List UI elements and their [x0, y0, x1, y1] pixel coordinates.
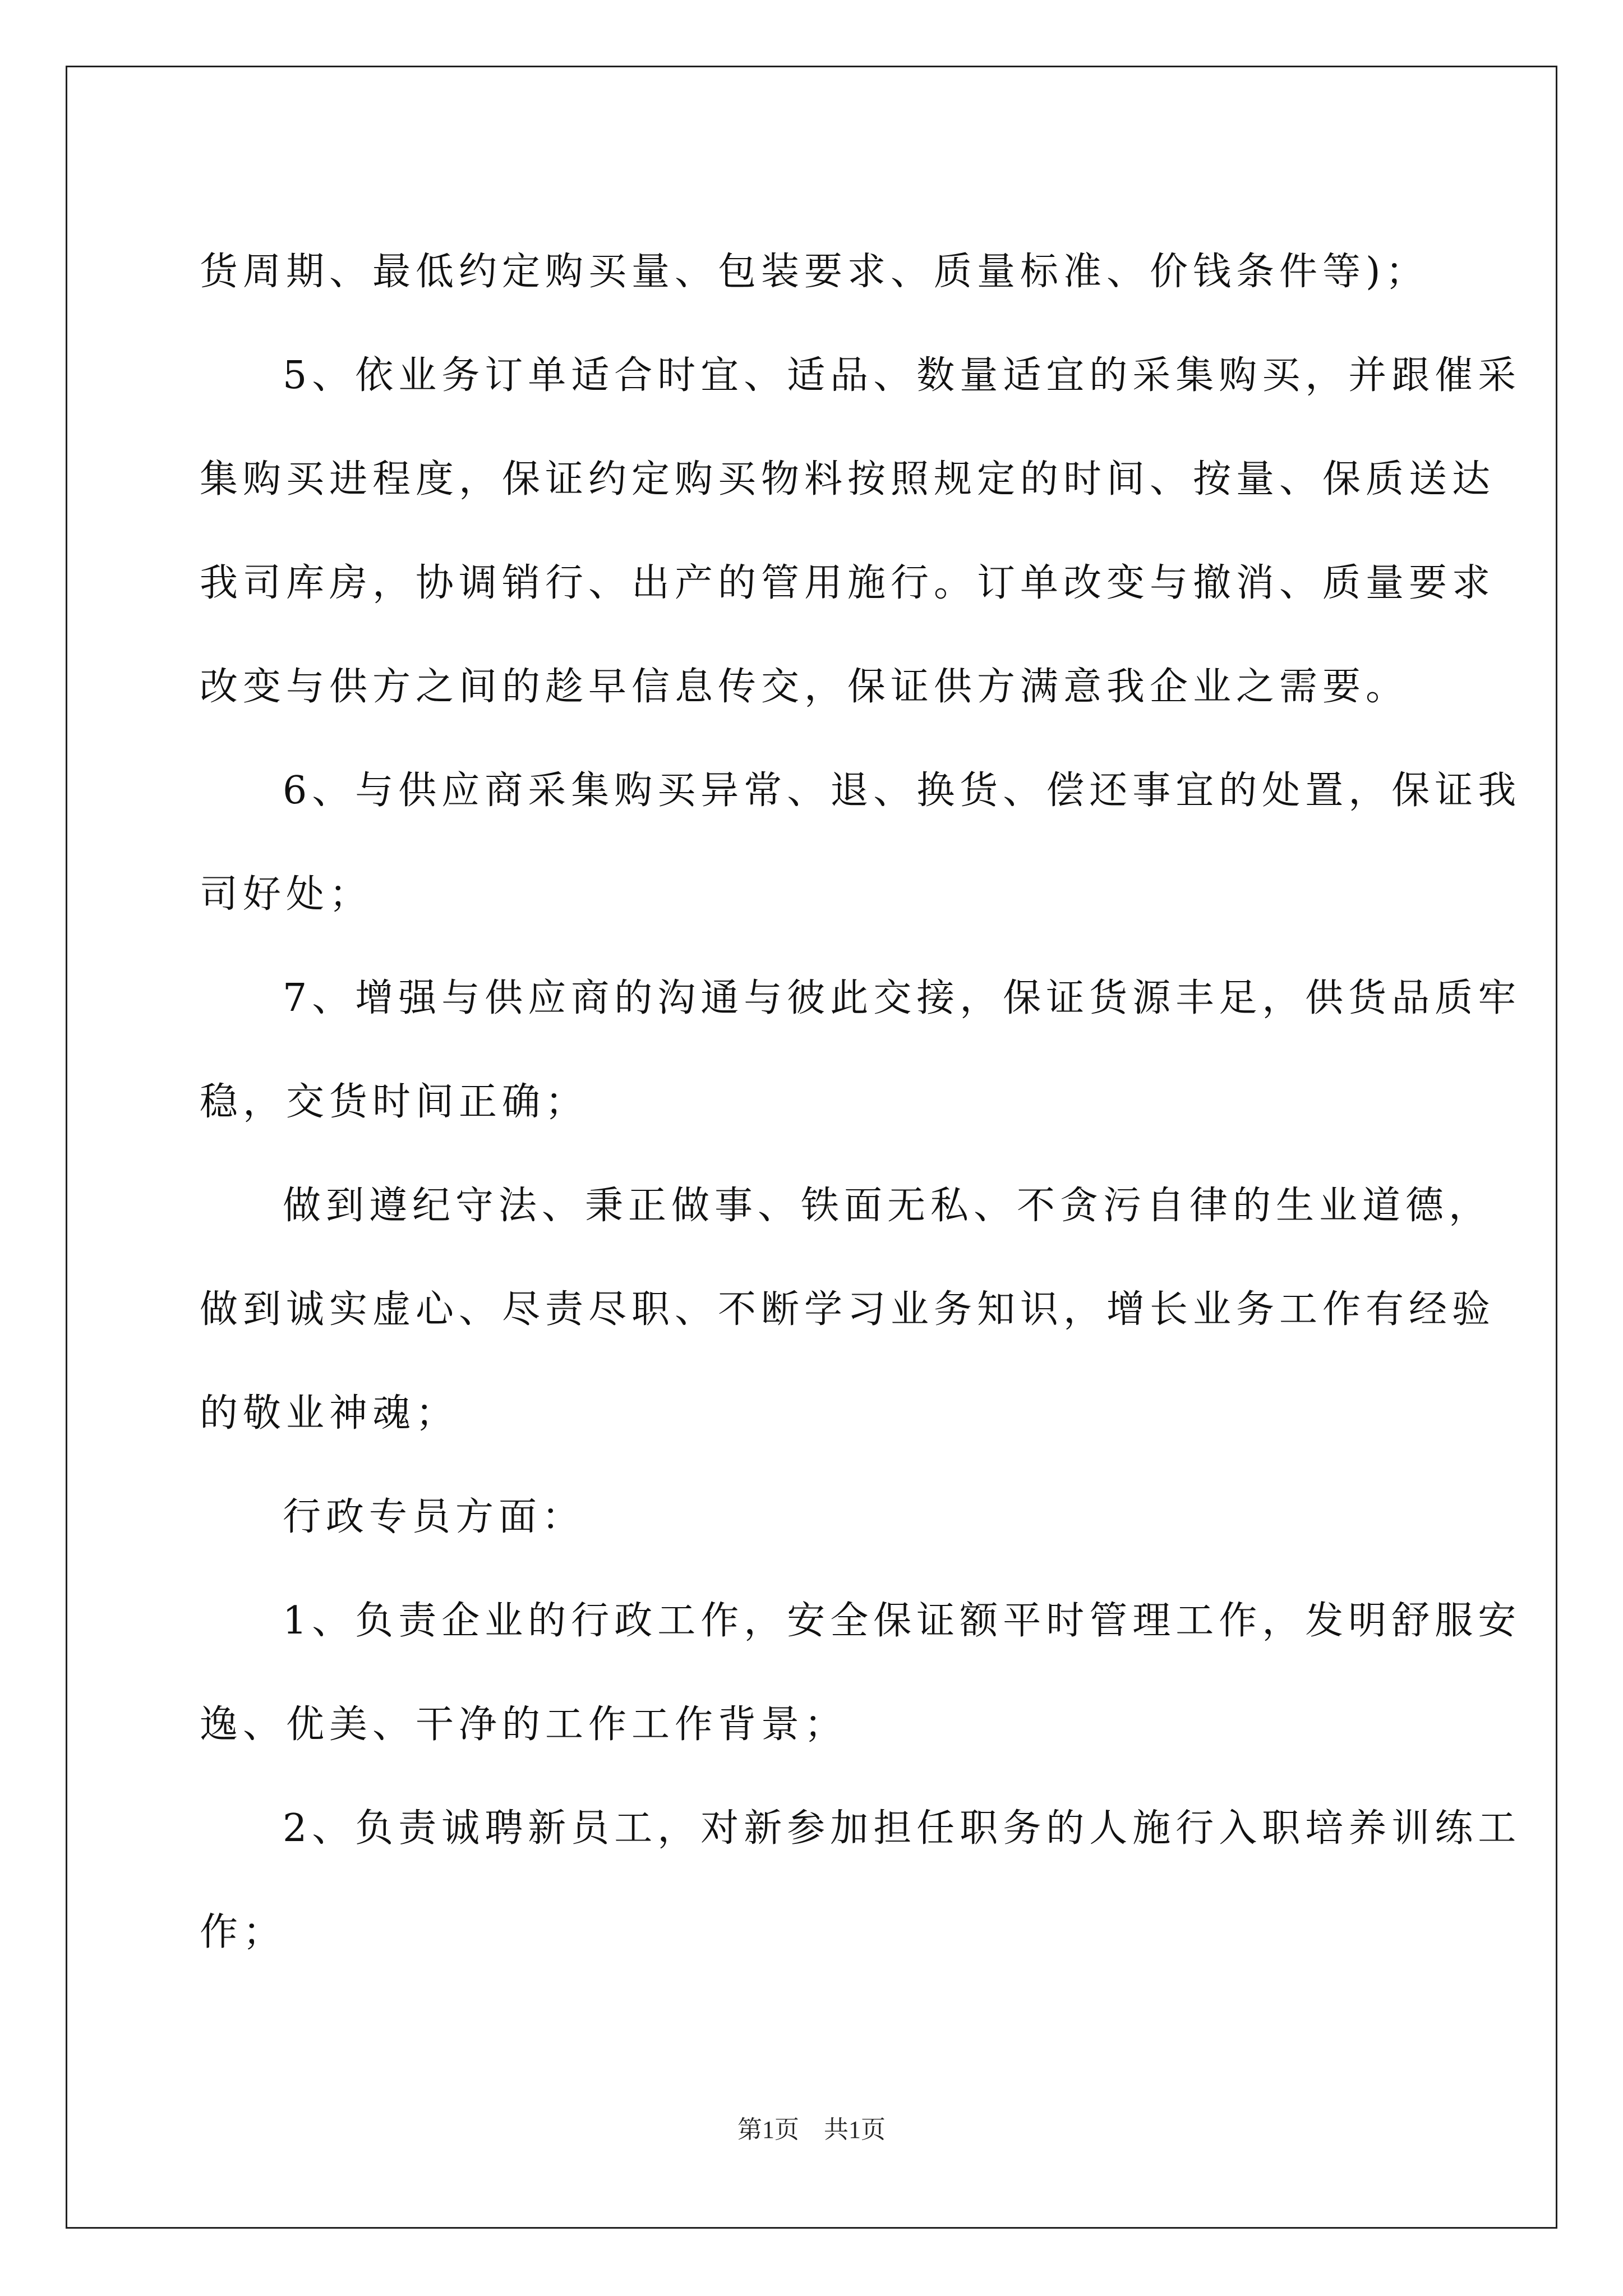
text-line: 作； [200, 1910, 287, 1954]
text-line: 的敬业神魂； [200, 1391, 459, 1435]
text-line: 集购买进程度，保证约定购买物料按照规定的时间、按量、保质送达 [200, 457, 1496, 501]
text-line: 做到诚实虚心、尽责尽职、不断学习业务知识，增长业务工作有经验 [200, 1287, 1496, 1332]
text-line: 6、与供应商采集购买异常、退、换货、偿还事宜的处置，保证我 [283, 769, 1521, 813]
text-line: 7、增强与供应商的沟通与彼此交接，保证货源丰足，供货品质牢 [283, 976, 1521, 1020]
text-line: 货周期、最低约定购买量、包装要求、质量标准、价钱条件等)； [200, 250, 1429, 294]
text-line: 稳，交货时间正确； [200, 1080, 589, 1124]
text-line: 2、负责诚聘新员工，对新参加担任职务的人施行入职培养训练工 [283, 1806, 1521, 1851]
text-line: 改变与供方之间的趁早信息传交，保证供方满意我企业之需要。 [200, 665, 1409, 709]
text-line: 做到遵纪守法、秉正做事、铁面无私、不贪污自律的生业道德， [283, 1184, 1492, 1228]
text-line: 5、依业务订单适合时宜、适品、数量适宜的采集购买，并跟催采 [283, 353, 1521, 398]
page-number: 第1页 共1页 [737, 2116, 886, 2143]
text-line: 1、负责企业的行政工作，安全保证额平时管理工作，发明舒服安 [283, 1599, 1521, 1643]
text-line: 我司库房，协调销行、出产的管用施行。订单改变与撤消、质量要求 [200, 561, 1496, 605]
section-heading: 行政专员方面： [283, 1495, 585, 1539]
text-line: 逸、优美、干净的工作工作背景； [200, 1703, 848, 1747]
text-line: 司好处； [200, 872, 373, 917]
